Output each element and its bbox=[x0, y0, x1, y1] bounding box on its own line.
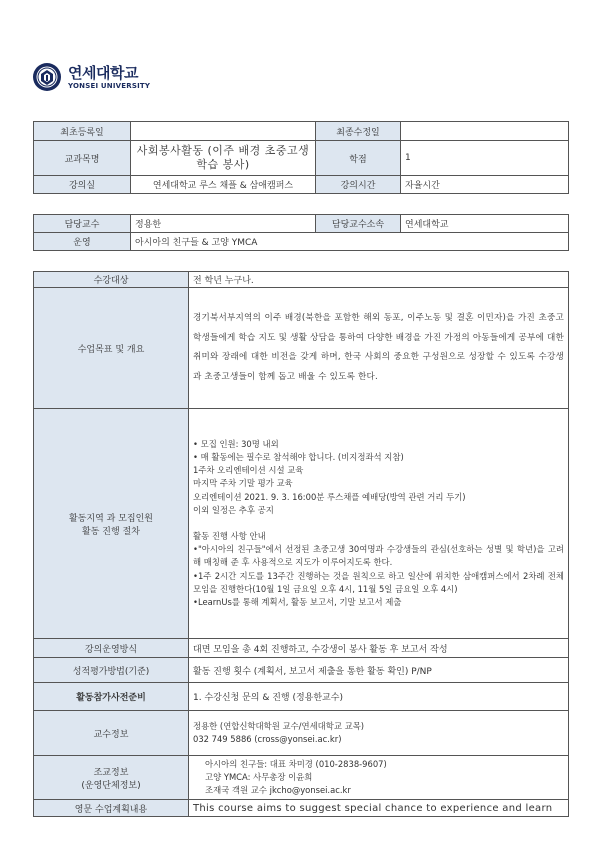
created-date-value bbox=[131, 122, 316, 141]
area-label bbox=[34, 409, 189, 639]
area-value bbox=[189, 409, 569, 639]
preparation-label: 활동참가사전준비 bbox=[34, 683, 189, 711]
time-value: 자율시간 bbox=[401, 176, 569, 194]
modified-date-value bbox=[401, 122, 569, 141]
course-details-table bbox=[33, 271, 569, 817]
ta-label-line1: 조교정보 bbox=[93, 767, 129, 778]
university-logo bbox=[32, 62, 150, 92]
area-paragraph-2: •1주 2시간 지도를 13주간 진행하는 것을 원칙으로 하고 일산에 위치한 삼애캠퍼스에서 2차례 전체 모임을 진행한다(10월 1일 금요일 오후 4시, 11월 5일 금요일 오후 4시) bbox=[193, 570, 564, 594]
ta-line-1: 아시아의 친구들: 대표 차미경 (010-2838-9607) bbox=[205, 758, 387, 769]
area-line-2: • 매 활동에는 필수로 참석해야 합니다. (비지정좌석 지참) bbox=[193, 451, 404, 462]
method-value: 대면 모임을 총 4회 진행하고, 수강생이 봉사 활동 후 보고서 작성 bbox=[189, 639, 569, 658]
ta-label bbox=[34, 756, 189, 800]
area-paragraph-3: •LearnUs를 통해 계획서, 활동 보고서, 기말 보고서 제출 bbox=[193, 597, 402, 608]
preparation-value: 1. 수강신청 문의 & 진행 (정용한교수) bbox=[189, 683, 569, 711]
ta-value bbox=[189, 756, 569, 800]
area-label-line1: 활동지역 과 모집인원 bbox=[69, 513, 153, 524]
evaluation-value: 활동 진행 횟수 (계획서, 보고서 제출을 통한 활동 확인) P/NP bbox=[189, 658, 569, 683]
professor-table bbox=[33, 214, 569, 251]
operation-label: 운영 bbox=[34, 233, 131, 251]
area-line-1: • 모집 인원: 30명 내외 bbox=[193, 438, 279, 449]
course-info-table bbox=[33, 121, 569, 194]
university-name-en: YONSEI UNIVERSITY bbox=[68, 81, 151, 90]
credit-label: 학점 bbox=[316, 141, 401, 176]
ta-line-3: 조재국 객원 교수 jkcho@yonsei.ac.kr bbox=[205, 785, 351, 796]
university-name-ko: 연세대학교 bbox=[68, 63, 138, 82]
contact-line-1: 정용한 (연합신학대학원 교수/연세대학교 교목) bbox=[193, 720, 365, 731]
target-label: 수강대상 bbox=[34, 272, 189, 288]
english-plan-label: 영문 수업계획내용 bbox=[34, 800, 189, 817]
operation-value: 아시아의 친구들 & 고양 YMCA bbox=[131, 233, 569, 251]
subject-label: 교과목명 bbox=[34, 141, 131, 176]
area-label-line2: 활동 진행 절차 bbox=[82, 526, 140, 537]
ta-label-line2: (운영단체정보) bbox=[81, 780, 141, 791]
contact-label: 교수정보 bbox=[34, 711, 189, 756]
area-line-5: 오리엔테이션 2021. 9. 3. 16:00분 루스채플 예배당(방역 관련 거리 두기) bbox=[193, 491, 466, 502]
credit-value: 1 bbox=[401, 141, 569, 176]
room-label: 강의실 bbox=[34, 176, 131, 194]
goal-value: 경기북서부지역의 이주 배경(북한을 포함한 해외 동포, 이주노동 및 결혼 이민자)을 가진 초중고 학생들에게 학습 지도 및 생활 상담을 통하여 다양한 배경을 가진 가정의 아동들에게 공부에 대한 취미와 장래에 대한 비전을 갖게 하며, 한국 사회의 중요한 구성원으로 성장할 수 있도록 수강생과 초중고생들이 함께 돕고 배울 수 있도록 한다. bbox=[189, 288, 569, 409]
affiliation-label: 담당교수소속 bbox=[316, 215, 401, 233]
modified-date-label: 최종수정일 bbox=[316, 122, 401, 141]
area-line-6: 이외 일정은 추후 공지 bbox=[193, 504, 274, 515]
subject-value: 사회봉사활동 (이주 배경 초중고생 학습 봉사) bbox=[131, 141, 316, 176]
evaluation-label: 성적평가방법(기준) bbox=[34, 658, 189, 683]
time-label: 강의시간 bbox=[316, 176, 401, 194]
method-label: 강의운영방식 bbox=[34, 639, 189, 658]
area-paragraph-1: •"아시아의 친구들"에서 선정된 초중고생 30여명과 수강생들의 관심(선호하는 성별 및 학년)을 고려해 매칭해 준 후 사용적으로 지도가 이루어지도록 한다. bbox=[193, 544, 564, 568]
contact-value bbox=[189, 711, 569, 756]
area-title: 활동 진행 사항 안내 bbox=[193, 531, 266, 541]
area-line-4: 마지막 주차 기말 평가 교육 bbox=[193, 478, 293, 489]
room-value: 연세대학교 루스 채플 & 삼애캠퍼스 bbox=[131, 176, 316, 194]
english-plan-value: This course aims to suggest special chance to experience and learn bbox=[189, 800, 569, 817]
ta-line-2: 고양 YMCA: 사무총장 이윤희 bbox=[205, 771, 313, 782]
affiliation-value: 연세대학교 bbox=[401, 215, 569, 233]
created-date-label: 최초등록일 bbox=[34, 122, 131, 141]
yonsei-seal-icon bbox=[32, 62, 62, 92]
target-value: 전 학년 누구나. bbox=[189, 272, 569, 288]
goal-label: 수업목표 및 개요 bbox=[34, 288, 189, 409]
professor-value: 정용한 bbox=[131, 215, 316, 233]
area-line-3: 1주차 오리엔테이션 시설 교육 bbox=[193, 465, 304, 476]
professor-label: 담당교수 bbox=[34, 215, 131, 233]
contact-line-2: 032 749 5886 (cross@yonsei.ac.kr) bbox=[193, 734, 342, 744]
